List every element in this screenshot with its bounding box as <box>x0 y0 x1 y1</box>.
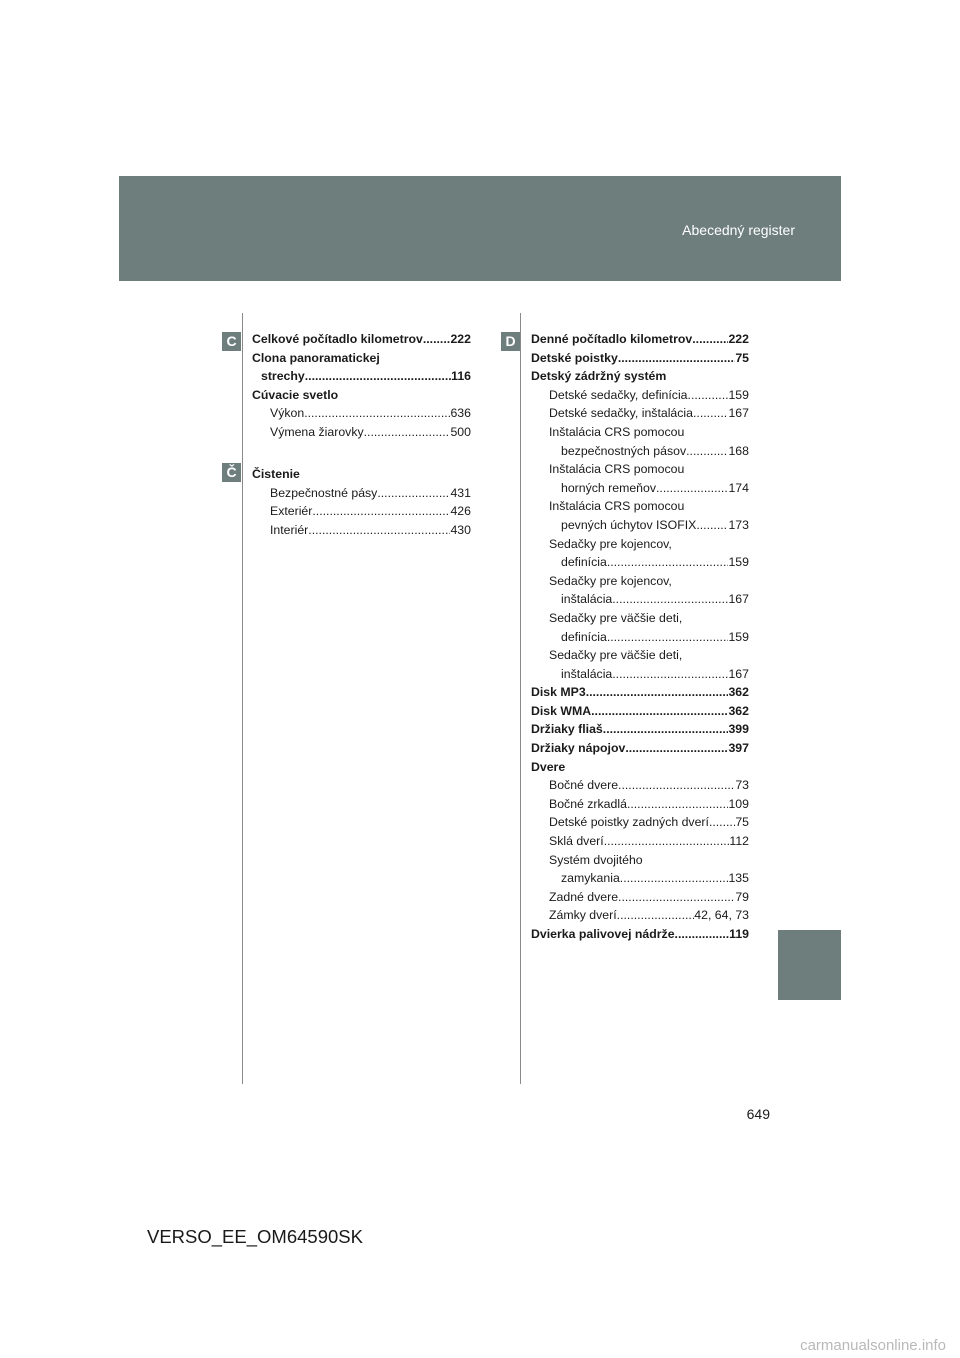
index-entry-page: 119 <box>729 927 749 941</box>
index-entry-text: inštalácia <box>561 666 613 681</box>
index-entry <box>531 330 749 349</box>
index-entry <box>252 465 471 484</box>
index-entry-text: Detské poistky zadných dverí <box>549 815 709 830</box>
dot-leader <box>696 516 728 535</box>
index-entry <box>531 832 749 851</box>
dot-leader <box>364 423 451 442</box>
index-entry-page: 42, 64, 73 <box>694 908 749 923</box>
index-entry <box>531 702 749 721</box>
index-entry <box>531 739 749 758</box>
index-entry <box>531 460 749 479</box>
dot-leader <box>612 590 728 609</box>
index-entry-text: Sedačky pre väčšie deti, <box>549 610 683 625</box>
index-entry-page: 75 <box>735 815 749 830</box>
dot-leader <box>625 739 728 758</box>
index-entry <box>531 479 749 498</box>
index-entry-page: 75 <box>735 350 749 365</box>
dot-leader <box>304 404 450 423</box>
index-entry-page: 426 <box>450 504 471 519</box>
index-entry <box>531 423 749 442</box>
letter-badge-c-caron: Č <box>222 463 241 482</box>
dot-leader <box>709 813 735 832</box>
index-entry-text: Výkon <box>270 406 305 421</box>
letter-badge-c: C <box>222 332 241 351</box>
index-entry <box>252 423 471 442</box>
index-entry-text: Systém dvojitého <box>549 852 643 867</box>
index-entry <box>531 553 749 572</box>
index-entry-text: definícia <box>561 629 607 644</box>
index-entry-page: 109 <box>728 796 749 811</box>
index-entry-text: Sedačky pre kojencov, <box>549 573 672 588</box>
dot-leader <box>686 442 728 461</box>
dot-leader <box>692 330 728 349</box>
dot-leader <box>620 869 729 888</box>
index-entry-page: 222 <box>728 332 749 346</box>
index-entry-text: Disk MP3 <box>531 685 586 700</box>
index-entry-page: 168 <box>728 443 749 458</box>
index-entry <box>252 330 471 349</box>
column-rule-middle <box>520 313 521 1084</box>
index-entry <box>531 888 749 907</box>
dot-leader <box>423 330 451 349</box>
index-group-d <box>531 330 749 944</box>
index-entry <box>531 758 749 777</box>
index-entry-text: Inštalácia CRS pomocou <box>549 499 685 514</box>
index-entry <box>531 628 749 647</box>
dot-leader <box>308 521 450 540</box>
letter-badge-d: D <box>501 332 520 351</box>
header-band <box>119 176 841 281</box>
index-entry-text: Celkové počítadlo kilometrov <box>252 332 423 346</box>
index-entry-text: Výmena žiarovky <box>270 424 364 439</box>
index-entry-page: 79 <box>735 889 749 904</box>
index-entry-text: Exteriér <box>270 504 313 519</box>
dot-leader <box>612 665 728 684</box>
index-entry-page: 173 <box>728 517 749 532</box>
index-entry <box>531 851 749 870</box>
index-entry-page: 636 <box>450 406 471 421</box>
index-entry-page: 167 <box>728 666 749 681</box>
document-code: VERSO_EE_OM64590SK <box>147 1226 363 1247</box>
index-entry-text: Detské sedačky, inštalácia <box>549 406 693 421</box>
index-entry-text: Bočné dvere <box>549 778 619 793</box>
index-entry <box>531 590 749 609</box>
index-entry <box>531 349 749 368</box>
index-entry-text: inštalácia <box>561 592 613 607</box>
index-entry-text: Detské sedačky, definícia <box>549 387 688 402</box>
index-entry-text: Interiér <box>270 522 309 537</box>
index-entry <box>252 349 471 368</box>
index-entry-page: 159 <box>728 629 749 644</box>
dot-leader <box>607 553 729 572</box>
index-entry-text: Dvere <box>531 759 566 774</box>
index-entry <box>531 367 749 386</box>
dot-leader <box>675 925 730 944</box>
index-entry-page: 399 <box>728 722 749 737</box>
index-entry-text: Clona panoramatickej <box>252 350 380 365</box>
dot-leader <box>305 367 451 386</box>
index-entry <box>531 404 749 423</box>
dot-leader <box>688 386 729 405</box>
page-number: 649 <box>746 1106 770 1122</box>
index-entry <box>252 521 471 540</box>
index-group-c-caron <box>252 465 471 539</box>
index-entry-text: Inštalácia CRS pomocou <box>549 462 685 477</box>
index-entry <box>252 502 471 521</box>
index-entry-page: 135 <box>728 871 749 886</box>
dot-leader <box>312 502 450 521</box>
index-entry <box>531 906 749 925</box>
dot-leader <box>693 404 728 423</box>
index-entry <box>531 776 749 795</box>
index-group-c <box>252 330 471 442</box>
index-entry <box>531 720 749 739</box>
dot-leader <box>607 628 729 647</box>
index-entry <box>252 404 471 423</box>
dot-leader <box>618 888 735 907</box>
index-entry-text: Bočné zrkadlá <box>549 796 627 811</box>
index-entry-text: Sedačky pre väčšie deti, <box>549 648 683 663</box>
index-entry-text: Cúvacie svetlo <box>252 387 339 402</box>
dot-leader <box>603 720 729 739</box>
index-entry-text: zamykania <box>561 871 620 886</box>
index-entry <box>531 869 749 888</box>
index-entry-text: Denné počítadlo kilometrov <box>531 332 693 346</box>
index-entry-text: Zámky dverí <box>549 908 617 923</box>
index-entry-page: 362 <box>728 703 749 718</box>
index-entry-page: 167 <box>728 406 749 421</box>
dot-leader <box>656 479 728 498</box>
index-entry-text: Držiaky nápojov <box>531 741 626 756</box>
index-entry-text: bezpečnostných pásov <box>561 443 687 458</box>
index-entry <box>252 367 471 386</box>
index-entry-text: Zadné dvere <box>549 889 619 904</box>
dot-leader <box>591 702 728 721</box>
chapter-tab <box>778 930 841 1000</box>
index-entry-text: Sedačky pre kojencov, <box>549 536 672 551</box>
index-entry-text: strechy <box>261 369 305 384</box>
index-entry <box>252 484 471 503</box>
index-entry-text: Bezpečnostné pásy <box>270 485 378 500</box>
index-entry-text: Inštalácia CRS pomocou <box>549 424 685 439</box>
dot-leader <box>377 484 450 503</box>
index-entry-text: Detský zádržný systém <box>531 369 667 384</box>
dot-leader <box>617 906 695 925</box>
index-entry-page: 362 <box>728 685 749 700</box>
index-entry-page: 430 <box>450 522 471 537</box>
index-entry <box>531 609 749 628</box>
index-entry <box>531 683 749 702</box>
index-entry-page: 116 <box>451 369 471 384</box>
index-entry-page: 112 <box>729 834 749 849</box>
index-entry <box>531 813 749 832</box>
dot-leader <box>618 776 735 795</box>
index-entry-page: 73 <box>735 778 749 793</box>
index-entry-text: pevných úchytov ISOFIX <box>561 517 697 532</box>
index-entry-page: 167 <box>728 592 749 607</box>
index-entry-page: 397 <box>728 741 749 756</box>
index-entry-page: 159 <box>728 555 749 570</box>
index-entry <box>531 572 749 591</box>
index-entry-page: 431 <box>450 485 471 500</box>
index-entry-text: Sklá dverí <box>549 834 604 849</box>
index-entry-text: definícia <box>561 555 607 570</box>
index-entry <box>531 386 749 405</box>
index-entry <box>531 442 749 461</box>
index-entry-text: Disk WMA <box>531 703 592 718</box>
index-entry-page: 159 <box>728 387 749 402</box>
section-title: Abecedný register <box>682 222 795 238</box>
dot-leader <box>618 349 736 368</box>
index-entry <box>531 535 749 554</box>
dot-leader <box>604 832 730 851</box>
index-entry <box>531 497 749 516</box>
index-entry-text: Čistenie <box>252 467 300 481</box>
index-entry-text: Dvierka palivovej nádrže <box>531 927 675 941</box>
index-entry <box>531 665 749 684</box>
index-entry <box>531 516 749 535</box>
index-entry <box>531 925 749 944</box>
index-entry <box>531 795 749 814</box>
index-entry-page: 222 <box>450 332 471 346</box>
index-entry-text: Detské poistky <box>531 350 618 365</box>
index-entry-text: Držiaky fliaš <box>531 722 603 737</box>
index-entry <box>252 386 471 405</box>
dot-leader <box>627 795 729 814</box>
watermark: carmanualsonline.info <box>800 1337 946 1354</box>
index-entry-text: horných remeňov <box>561 480 657 495</box>
index-entry-page: 500 <box>450 424 471 439</box>
column-rule-left <box>242 313 243 1084</box>
dot-leader <box>586 683 729 702</box>
index-entry <box>531 646 749 665</box>
index-entry-page: 174 <box>728 480 749 495</box>
